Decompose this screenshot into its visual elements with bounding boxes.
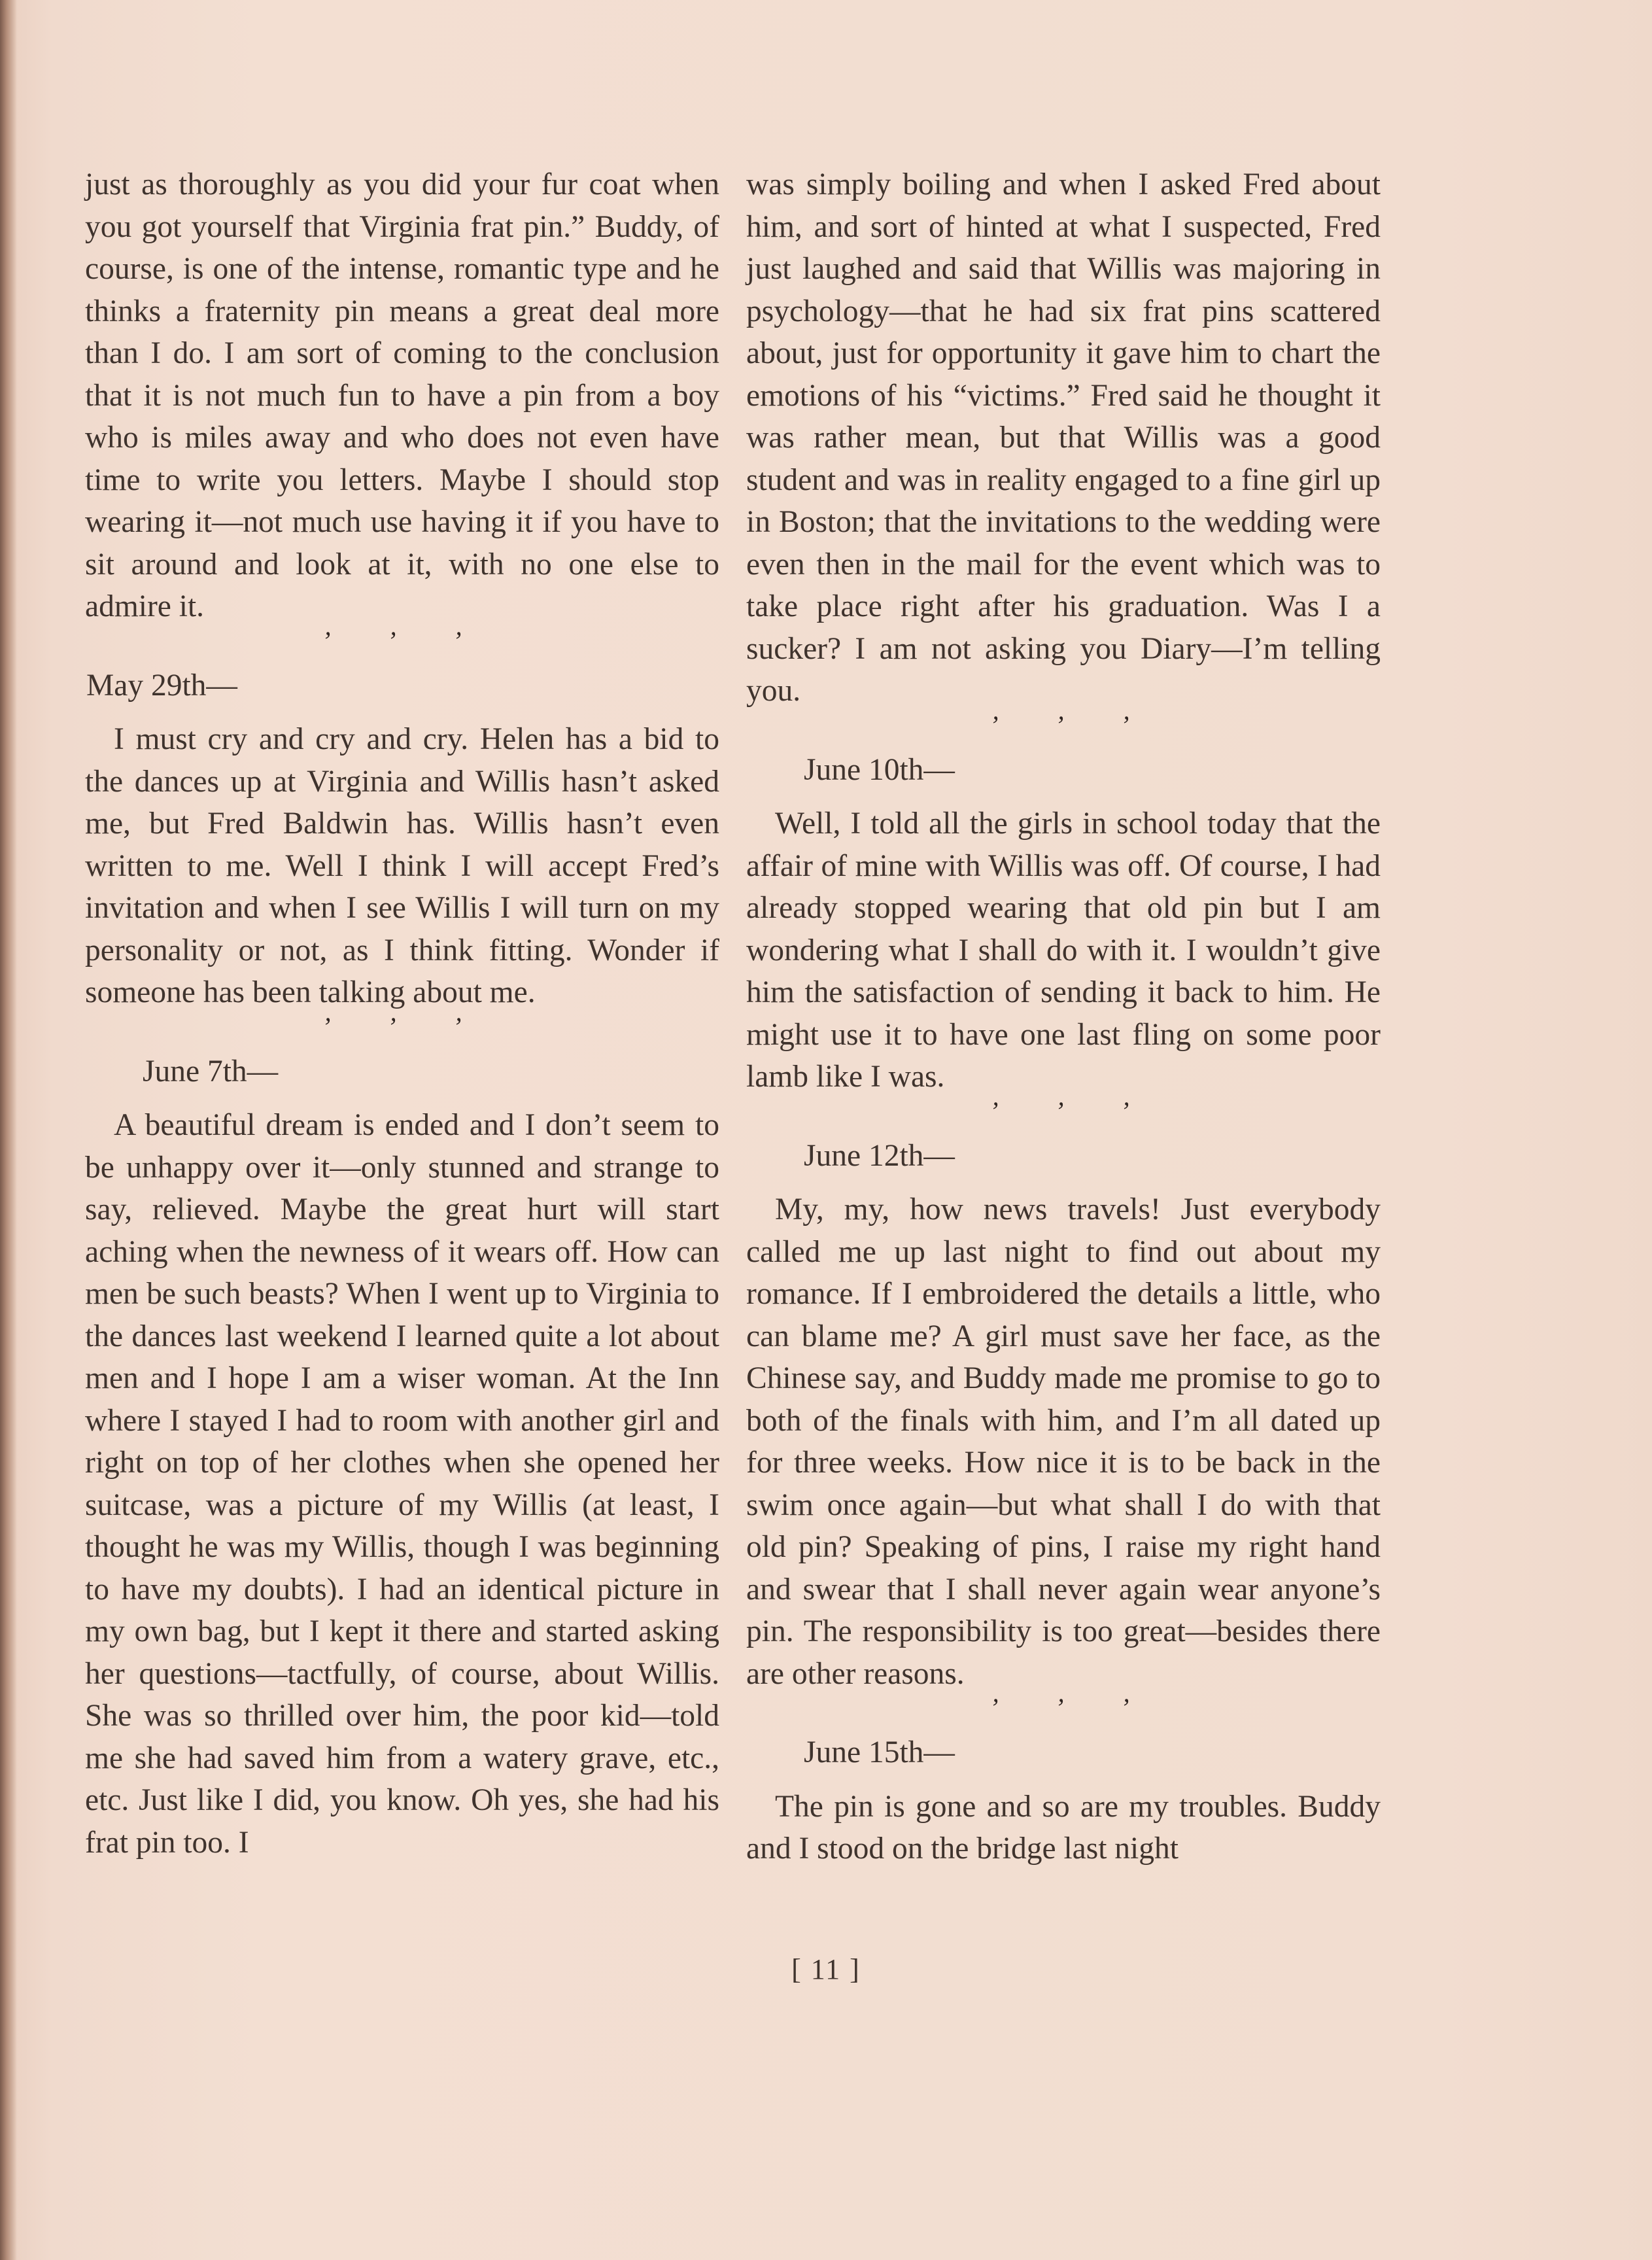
right-column [746,164,1381,1870]
entry-paragraph: Well, I told all the girls in school today that the affair of mine with Willis was off. Of course, I had already stopped wearing that old pin but I am wondering what I shall do with it. I wouldn’t give him the satisfaction of sending it back to him. He might use it to have one last fling on some poor lamb like I was. [746,807,1381,1094]
separator-mark: ’ [1120,710,1129,740]
separator-mark: ’ [453,625,462,655]
section-separator [746,1098,1381,1135]
separator-mark: ’ [1120,1693,1129,1722]
separator-mark: ’ [387,625,396,655]
book-spine-shadow [0,0,17,2260]
left-column [85,164,719,1864]
section-separator [85,1011,719,1051]
separator-mark: ’ [989,1693,999,1722]
separator-mark: ’ [322,625,331,655]
page-number: [ 11 ] [791,1953,861,1985]
section-separator [746,712,1381,749]
separator-mark: ’ [1055,1693,1064,1722]
separator-mark: ’ [453,1011,462,1041]
entry-paragraph: My, my, how news travels! Just everybody called me up last night to find out about my romance. If I embroidered the details a little, who can blame me? A girl must save her face, as the Chinese say, and Buddy made me promise to go to both of the finals with him, and I’m all dated up for three weeks. How nice it is to be back in the swim once again—but what shall I do with that old pin? Speaking of pins, I raise my right hand and swear that I shall never again wear anyone’s pin. The responsibility is too great—besides there are other reasons. [746,1192,1381,1691]
separator-mark: ’ [1055,1096,1064,1126]
separator-mark: ’ [1055,710,1064,740]
entry-date: May 29th— [86,668,237,703]
section-separator [85,625,719,665]
separator-mark: ’ [989,1096,999,1126]
separator-mark: ’ [322,1011,331,1041]
entry-paragraph: A beautiful dream is ended and I don’t seem to be unhappy over it—only stunned and strange to say, relieved. Maybe the great hurt will start aching when the newness of it wears off. How can men be such beasts? When I went up to Virginia to the dances last weekend I learned quite a lot about men and I hope I am a wiser woman. At the Inn where I stayed I had to room with another girl and right on top of her clothes when she opened her suitcase, was a picture of my Willis (at least, I thought he was my Willis, though I was beginning to have my doubts). I had an identical picture in my own bag, but I kept it there and started asking her questions—tactfully, of course, about Willis. She was so thrilled over him, the poor kid—told me she had saved him from a watery grave, etc., etc. Just like I did, you know. Oh yes, she had his frat pin too. I [85,1108,719,1860]
entry-paragraph: The pin is gone and so are my troubles. Buddy and I stood on the bridge last night [746,1789,1381,1866]
paragraph-continued: just as thoroughly as you did your fur coat when you got yourself that Virginia frat pin.” Buddy, of course, is one of the intense, romantic type and he thinks a fraternity pin means a great deal more than I do. I am sort of coming to the conclusion that it is not much fun to have a pin from a boy who is miles away and who does not even have time to write you letters. Maybe I should stop wearing it—not much use having it if you have to sit around and look at it, with no one else to admire it. [85,167,719,623]
entry-date: June 15th— [804,1735,955,1769]
entry-paragraph: I must cry and cry and cry. Helen has a bid to the dances up at Virginia and Willis hasn’t asked me, but Fred Baldwin has. Willis hasn’t even written to me. Well I think I will accept Fred’s invitation and when I see Willis I will turn on my personality or not, as I think fitting. Wonder if someone has been talking about me. [85,722,719,1009]
separator-mark: ’ [387,1011,396,1041]
entry-date: June 10th— [804,752,955,787]
separator-mark: ’ [989,710,999,740]
entry-date: June 12th— [804,1138,955,1173]
entry-date: June 7th— [143,1054,279,1088]
section-separator [746,1695,1381,1731]
separator-mark: ’ [1120,1096,1129,1126]
paragraph-continued: was simply boiling and when I asked Fred about him, and sort of hinted at what I suspected, Fred just laughed and said that Willis was majoring in psychology—that he had six frat pins scattered about, just for opportunity it gave him to chart the emotions of his “victims.” Fred said he thought it was rather mean, but that Willis was a good student and was in reality engaged to a fine girl up in Boston; that the invitations to the wedding were even then in the mail for the event which was to take place right after his graduation. Was I a sucker? I am not asking you Diary—I’m telling you. [746,167,1381,708]
